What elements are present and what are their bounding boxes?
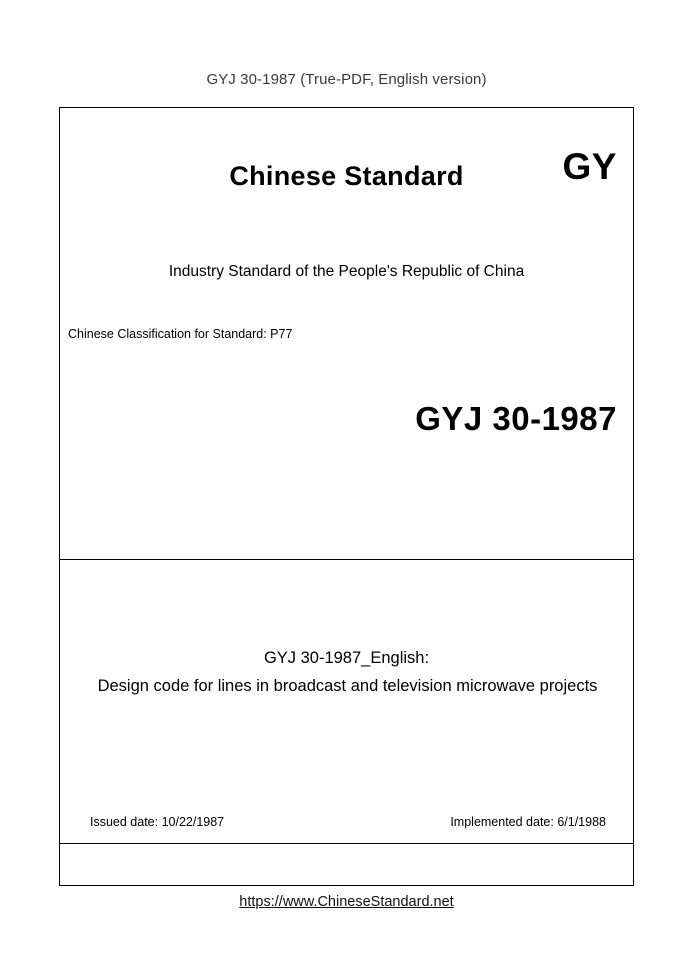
standard-number: GYJ 30-1987 [415,400,617,437]
cover-lower-panel [60,560,633,885]
document-title-line1: GYJ 30-1987_English: [263,649,430,667]
site-link-text[interactable]: https://www.ChineseStandard.net [239,894,454,910]
cover-upper-panel [60,108,633,560]
standard-title: Chinese Standard [229,161,464,191]
page-caption: GYJ 30-1987 (True-PDF, English version) [206,71,487,88]
implemented-date: Implemented date: 6/1/1988 [450,815,606,829]
footer-band [59,843,634,886]
industry-standard-line: Industry Standard of the People's Republic of China [168,263,525,280]
document-title-line2: Design code for lines in broadcast and television microwave projects [97,677,598,695]
issued-date: Issued date: 10/22/1987 [90,815,225,829]
dates-row [60,815,633,833]
gy-mark-label: GY [562,146,617,187]
site-link[interactable] [0,894,693,910]
classification-line: Chinese Classification for Standard: P77 [68,327,293,341]
cover-frame [59,107,634,886]
